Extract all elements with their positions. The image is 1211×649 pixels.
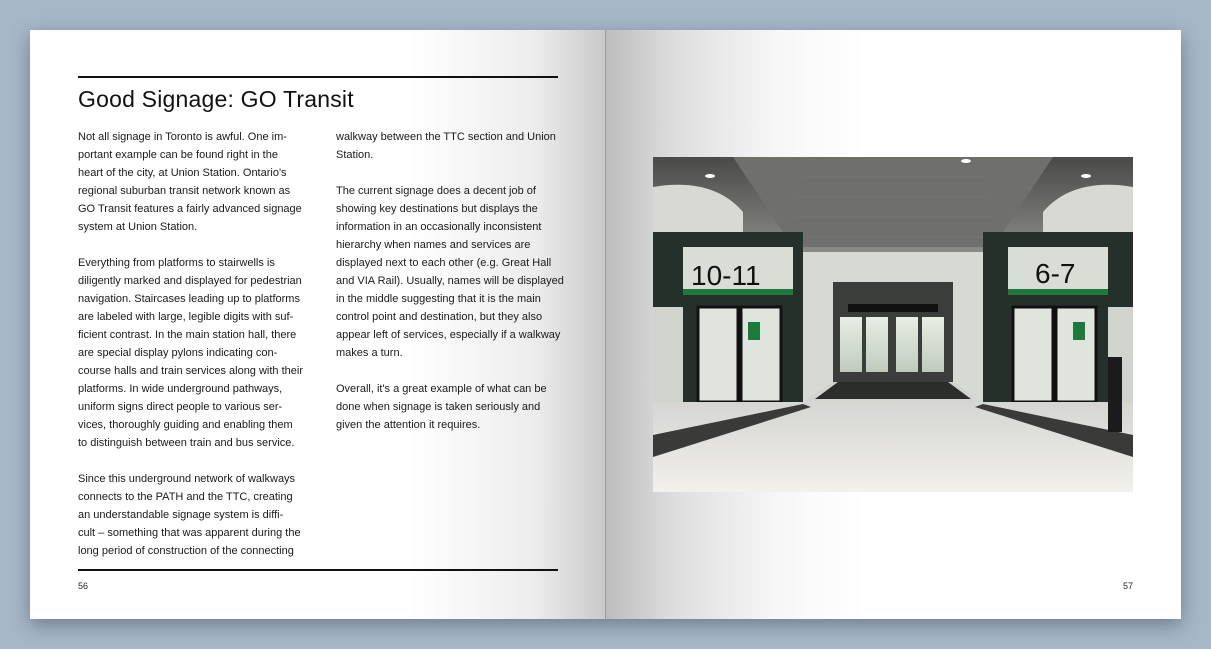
union-station-photo [653,157,1133,492]
platform-sign-right: 6-7 [1035,258,1076,289]
page-number-right: 57 [1122,581,1133,591]
paragraph: Since this underground network of walkways connects to the PATH and the TTC, creating an understandable signage system is diffi- cult – something that was apparent during the long period of construction of the connecting [78,473,301,557]
paragraph: Everything from platforms to stairwells is diligently marked and displayed for pedestrian navigation. Staircases leading up to platforms are labeled with large, legible digits with suf- ficient contrast. In the main station hall, there are special display pylons indicating con- course halls and train services along with their platforms. In wide underground pathways, uniform signs direct people to various ser- vices, thoroughly guiding and enabling them to distinguish between train and bus service. [78,257,304,449]
text-column-right [336,128,564,452]
paragraph: walkway between the TTC section and Union Station. [336,131,556,161]
paragraph: Not all signage in Toronto is awful. One im- portant example can be found right in the heart of the city, at Union Station. Ontario's regional suburban transit network known as GO Transit features a fairly advanced signage system at Union Station. [78,131,302,233]
page-number-left: 56 [78,581,89,591]
platform-sign-left: 10-11 [691,260,761,291]
paragraph: The current signage does a decent job of showing key destinations but displays the information in an occasionally inconsistent hierarchy when names and services are displayed next to each other (e.g. Great Hall and VIA Rail). Usually, names will be displayed in the middle suggesting that it is the main control point and destination, but they also appear left of services, especially if a walkway makes a turn. [336,185,564,359]
top-rule [78,76,558,78]
page-title: Good Signage: GO Transit [78,86,354,112]
text-column-left [78,128,310,578]
bottom-rule [78,569,558,571]
left-page [30,30,605,619]
book-spread [30,30,1181,619]
paragraph: Overall, it's a great example of what can be done when signage is taken seriously and given the attention it requires. [336,383,547,431]
